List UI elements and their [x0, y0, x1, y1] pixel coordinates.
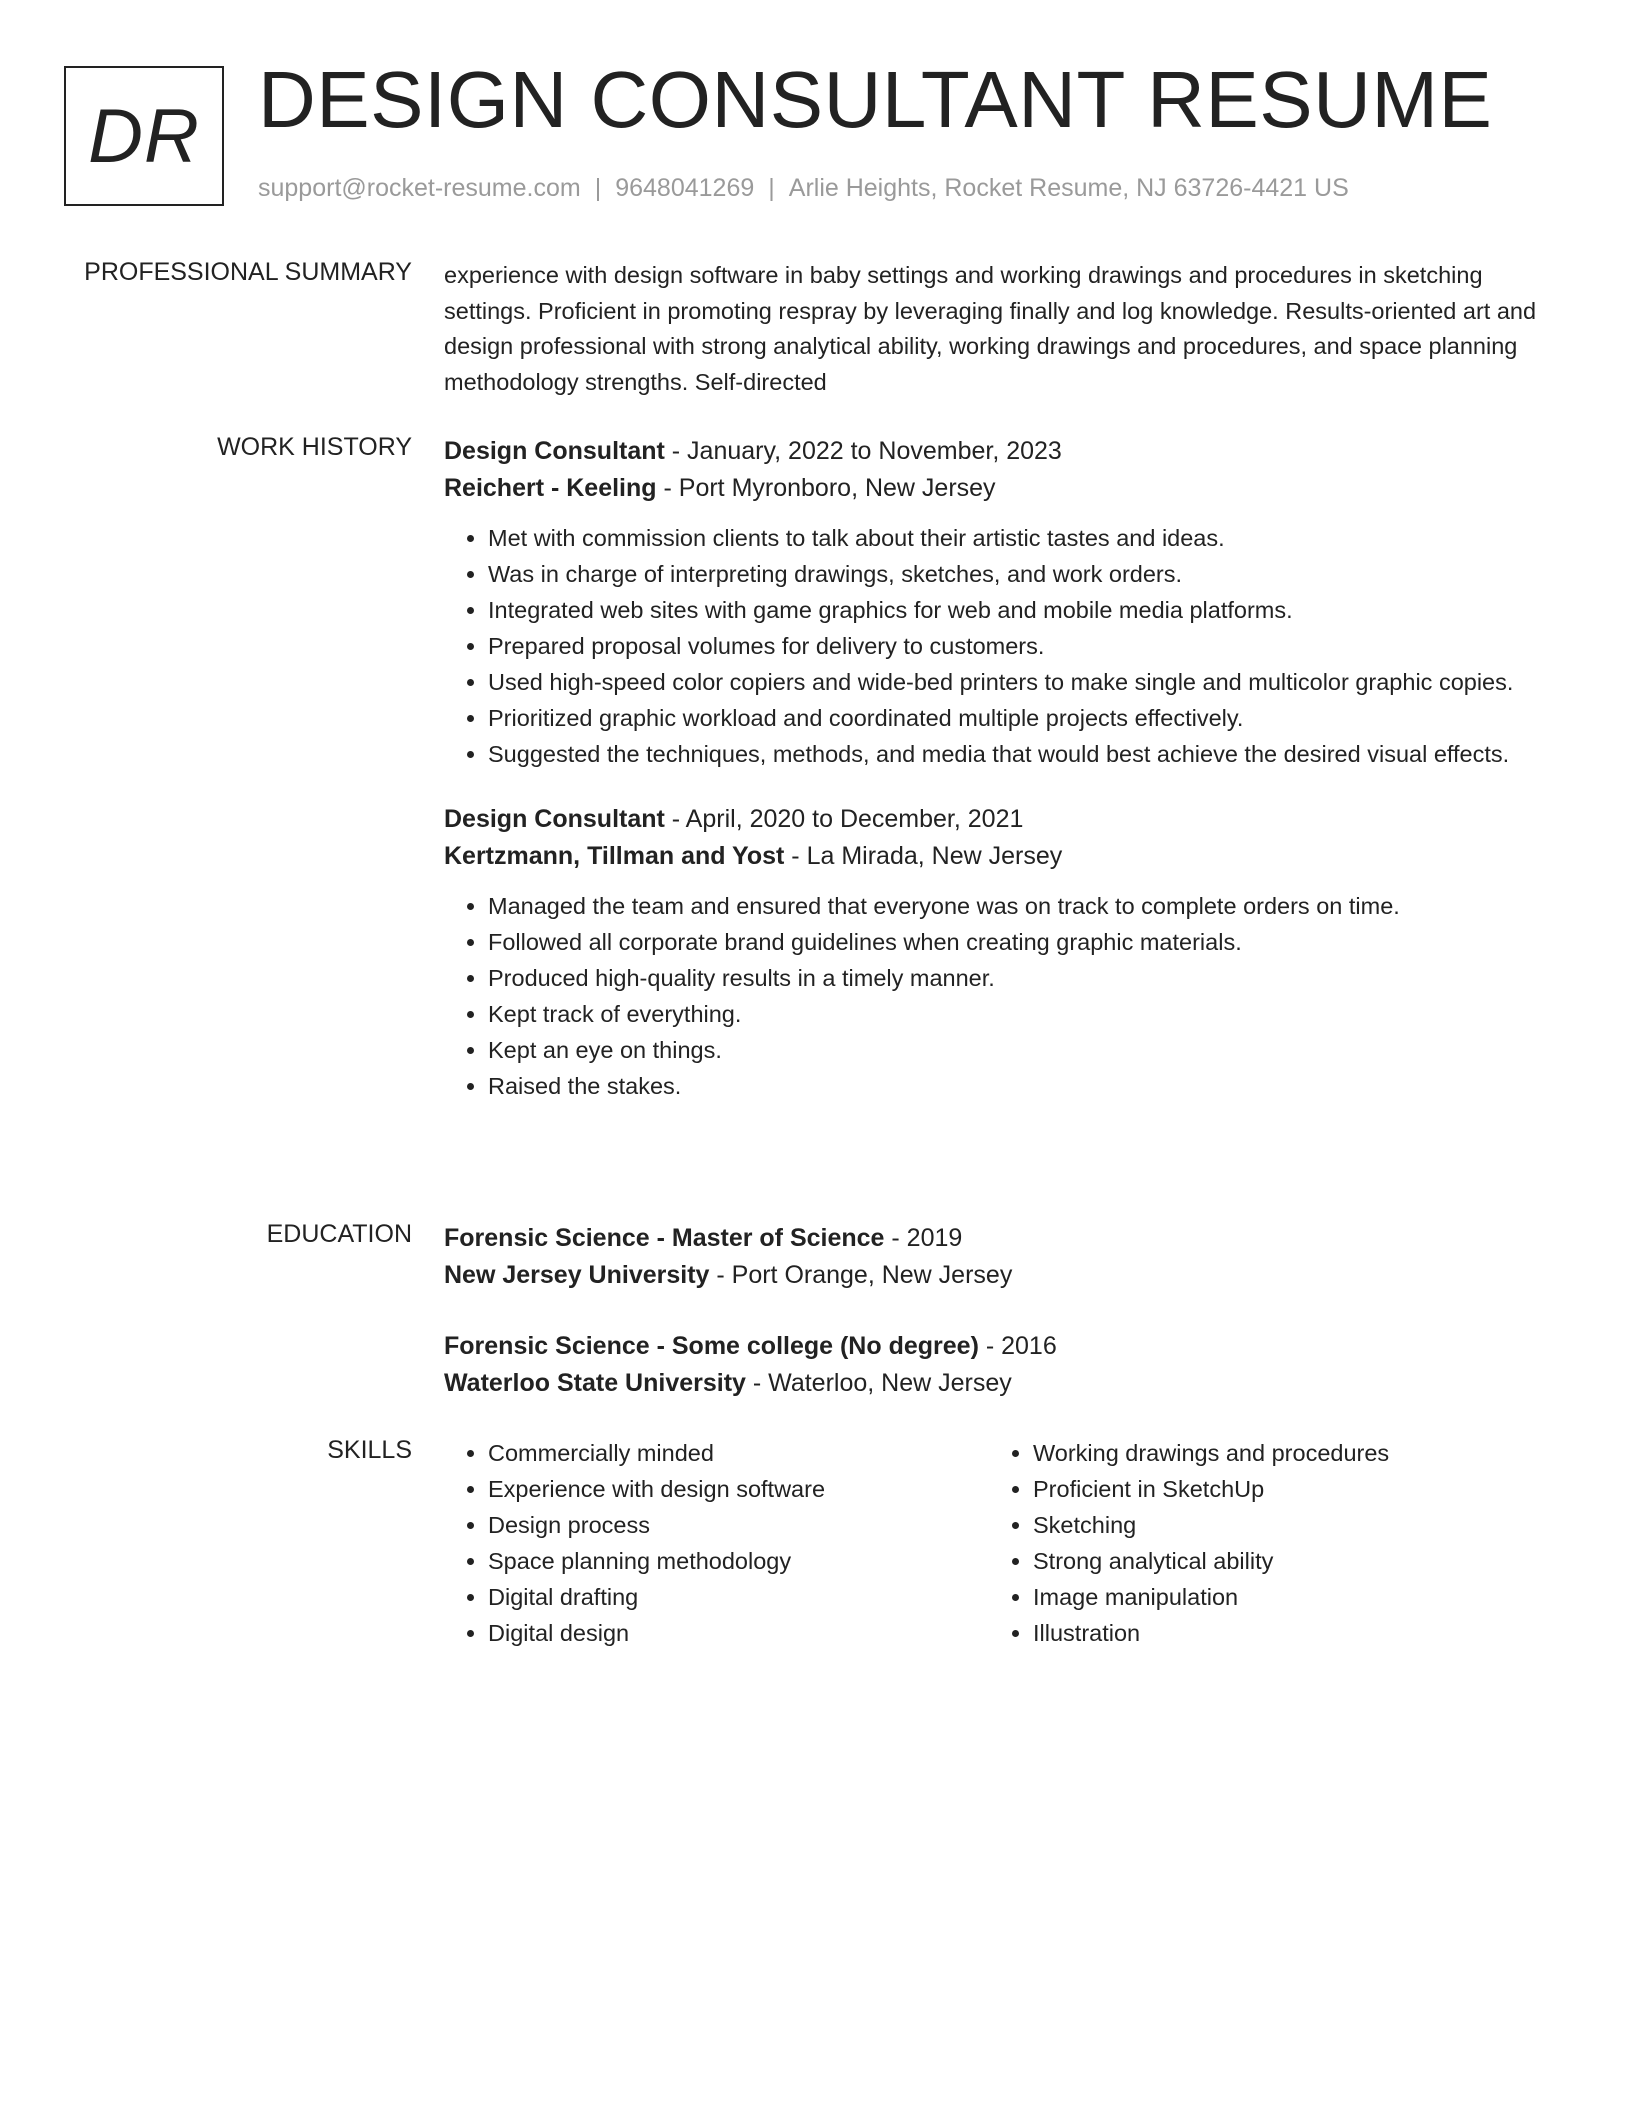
- skill-item: • Sketching: [1033, 1508, 1534, 1544]
- job-company: Kertzmann, Tillman and Yost: [444, 841, 785, 870]
- skill-item: • Space planning methodology: [488, 1544, 989, 1580]
- education-school-line: [444, 1365, 1554, 1402]
- job-bullet: • Was in charge of interpreting drawings, sketches, and work orders.: [488, 557, 1554, 593]
- job-location: - Port Myronboro, New Jersey: [656, 474, 996, 502]
- job-bullet: • Prioritized graphic workload and coordinated multiple projects effectively.: [488, 701, 1554, 737]
- job-entry: [444, 801, 1554, 1105]
- contact-address: Arlie Heights, Rocket Resume, NJ 63726-4421 US: [788, 174, 1349, 202]
- work-history-heading: WORK HISTORY: [217, 433, 412, 461]
- education-location: - Port Orange, New Jersey: [709, 1261, 1013, 1289]
- skill-item: • Image manipulation: [1033, 1580, 1534, 1616]
- skills-columns: [444, 1436, 1554, 1652]
- job-bullet: • Managed the team and ensured that everyone was on track to complete orders on time.: [488, 889, 1554, 925]
- job-dates: - January, 2022 to November, 2023: [664, 437, 1062, 465]
- skill-item: • Proficient in SketchUp: [1033, 1472, 1534, 1508]
- skill-item: • Digital design: [488, 1616, 989, 1652]
- job-bullet: • Met with commission clients to talk about their artistic tastes and ideas.: [488, 521, 1554, 557]
- skill-item: • Commercially minded: [488, 1436, 989, 1472]
- contact-email[interactable]: support@rocket-resume.com: [258, 174, 581, 202]
- education-body: [444, 1220, 1554, 1402]
- job-company-line: [444, 470, 1554, 507]
- education-school: New Jersey University: [444, 1261, 710, 1289]
- skills-body: [444, 1436, 1554, 1652]
- summary-text: experience with design software in baby settings and working drawings and procedures in sketching settings. Proficient in promoting respray by leveraging finally and log knowledge. Results-oriented art and design professional with strong analytical ability, working drawings and procedures, and space planning methodology strengths. Self-directed: [444, 262, 1537, 395]
- education-year: - 2019: [884, 1224, 963, 1252]
- skill-item: • Working drawings and procedures: [1033, 1436, 1534, 1472]
- job-bullet: • Raised the stakes.: [488, 1069, 1554, 1105]
- job-bullet: • Prepared proposal volumes for delivery to customers.: [488, 629, 1554, 665]
- skills-column-right: [989, 1436, 1534, 1652]
- education-entry: [444, 1220, 1554, 1294]
- work-history-body: [444, 433, 1554, 1105]
- job-title-line: [444, 801, 1554, 838]
- job-bullet: • Integrated web sites with game graphics for web and mobile media platforms.: [488, 593, 1554, 629]
- contact-separator: |: [768, 174, 775, 202]
- monogram-box: [64, 66, 224, 206]
- job-title: Design Consultant: [444, 437, 665, 465]
- job-title-line: [444, 433, 1554, 470]
- education-degree: Forensic Science - Some college (No degree): [444, 1332, 979, 1360]
- job-location: - La Mirada, New Jersey: [784, 841, 1063, 870]
- skill-item: • Illustration: [1033, 1616, 1534, 1652]
- resume-title: DESIGN CONSULTANT RESUME: [258, 55, 1493, 144]
- contact-phone[interactable]: 9648041269: [615, 174, 755, 202]
- summary-body: [444, 258, 1554, 400]
- skills-list-left: [444, 1436, 989, 1652]
- job-bullets: [444, 889, 1554, 1105]
- job-bullet: • Followed all corporate brand guidelines when creating graphic materials.: [488, 925, 1554, 961]
- education-school: Waterloo State University: [444, 1369, 746, 1397]
- skill-item: • Experience with design software: [488, 1472, 989, 1508]
- contact-line: [258, 174, 1349, 203]
- skills-heading: SKILLS: [327, 1436, 412, 1464]
- job-bullets: [444, 521, 1554, 773]
- job-bullet: • Produced high-quality results in a timely manner.: [488, 961, 1554, 997]
- job-company: Reichert - Keeling: [444, 474, 657, 502]
- skill-item: • Strong analytical ability: [1033, 1544, 1534, 1580]
- monogram-initials: DR: [88, 93, 200, 179]
- job-bullet: • Suggested the techniques, methods, and media that would best achieve the desired visual effects.: [488, 737, 1554, 773]
- job-bullet: • Kept track of everything.: [488, 997, 1554, 1033]
- education-degree-line: [444, 1328, 1554, 1365]
- job-dates: - April, 2020 to December, 2021: [664, 804, 1024, 833]
- summary-heading: PROFESSIONAL SUMMARY: [84, 258, 412, 286]
- education-school-line: [444, 1257, 1554, 1294]
- job-entry: [444, 433, 1554, 773]
- skills-column-left: [444, 1436, 989, 1652]
- skill-item: • Design process: [488, 1508, 989, 1544]
- education-degree-line: [444, 1220, 1554, 1257]
- skill-item: • Digital drafting: [488, 1580, 989, 1616]
- education-degree: Forensic Science - Master of Science: [444, 1224, 885, 1252]
- job-title: Design Consultant: [444, 804, 665, 833]
- skills-list-right: [989, 1436, 1534, 1652]
- job-company-line: [444, 838, 1554, 875]
- contact-separator: |: [594, 174, 602, 202]
- education-entry: [444, 1328, 1554, 1402]
- job-bullet: • Used high-speed color copiers and wide-bed printers to make single and multicolor graphic copies.: [488, 665, 1554, 701]
- education-year: - 2016: [978, 1332, 1057, 1360]
- job-bullet: • Kept an eye on things.: [488, 1033, 1554, 1069]
- education-heading: EDUCATION: [266, 1220, 412, 1248]
- education-location: - Waterloo, New Jersey: [745, 1369, 1012, 1397]
